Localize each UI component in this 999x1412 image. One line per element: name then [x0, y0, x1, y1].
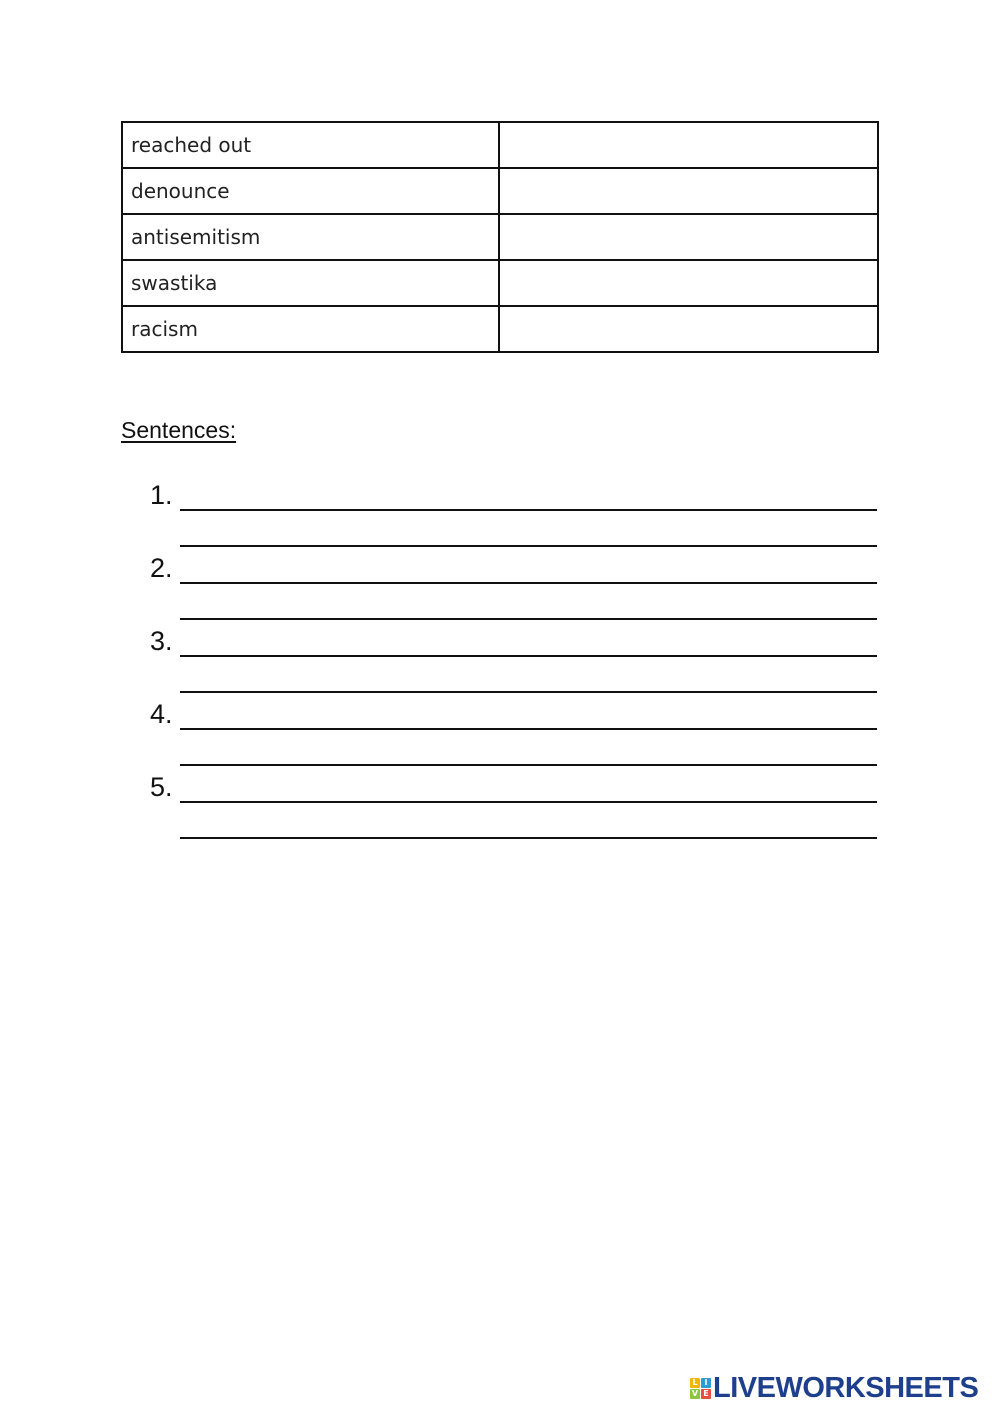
sentence-answer-line[interactable]	[180, 764, 877, 766]
vocab-word-cell: reached out	[122, 122, 499, 168]
vocab-word-cell: swastika	[122, 260, 499, 306]
sentence-number: 4.	[150, 699, 173, 729]
logo-tile: E	[701, 1389, 711, 1399]
sentence-number: 2.	[150, 553, 173, 583]
logo-tile: V	[691, 1388, 699, 1398]
logo-text: LIVEWORKSHEETS	[713, 1371, 979, 1404]
sentence-answer-line[interactable]	[180, 691, 877, 693]
sentence-answer-line[interactable]	[180, 837, 877, 839]
vocab-answer-cell[interactable]	[499, 306, 878, 352]
logo-tile: I	[701, 1378, 711, 1388]
sentence-item	[150, 480, 878, 554]
sentence-answer-line[interactable]	[180, 728, 877, 730]
sentence-number: 1.	[150, 480, 173, 510]
table-row	[122, 306, 878, 352]
vocab-word-cell: antisemitism	[122, 214, 499, 260]
sentence-answer-line[interactable]	[180, 582, 877, 584]
vocabulary-table	[121, 121, 879, 353]
sentence-item	[150, 699, 878, 773]
sentence-item	[150, 553, 878, 627]
table-row	[122, 214, 878, 260]
vocab-answer-cell[interactable]	[499, 168, 878, 214]
vocab-answer-cell[interactable]	[499, 214, 878, 260]
sentence-answer-line[interactable]	[180, 509, 877, 511]
sentences-heading: Sentences:	[121, 417, 237, 443]
sentence-answer-line[interactable]	[180, 618, 877, 620]
sentence-answer-line[interactable]	[180, 801, 877, 803]
sentence-item	[150, 626, 878, 700]
vocab-word-cell: racism	[122, 306, 499, 352]
sentence-number: 3.	[150, 626, 173, 656]
sentence-answer-line[interactable]	[180, 545, 877, 547]
liveworksheets-logo	[690, 1372, 978, 1404]
table-row	[122, 122, 878, 168]
sentence-item	[150, 772, 878, 846]
vocab-answer-cell[interactable]	[499, 260, 878, 306]
logo-tile: L	[690, 1378, 700, 1388]
sentence-number: 5.	[150, 772, 173, 802]
table-row	[122, 260, 878, 306]
vocab-answer-cell[interactable]	[499, 122, 878, 168]
sentence-answer-line[interactable]	[180, 655, 877, 657]
table-row	[122, 168, 878, 214]
live-tiles-icon	[690, 1378, 711, 1399]
vocab-word-cell: denounce	[122, 168, 499, 214]
